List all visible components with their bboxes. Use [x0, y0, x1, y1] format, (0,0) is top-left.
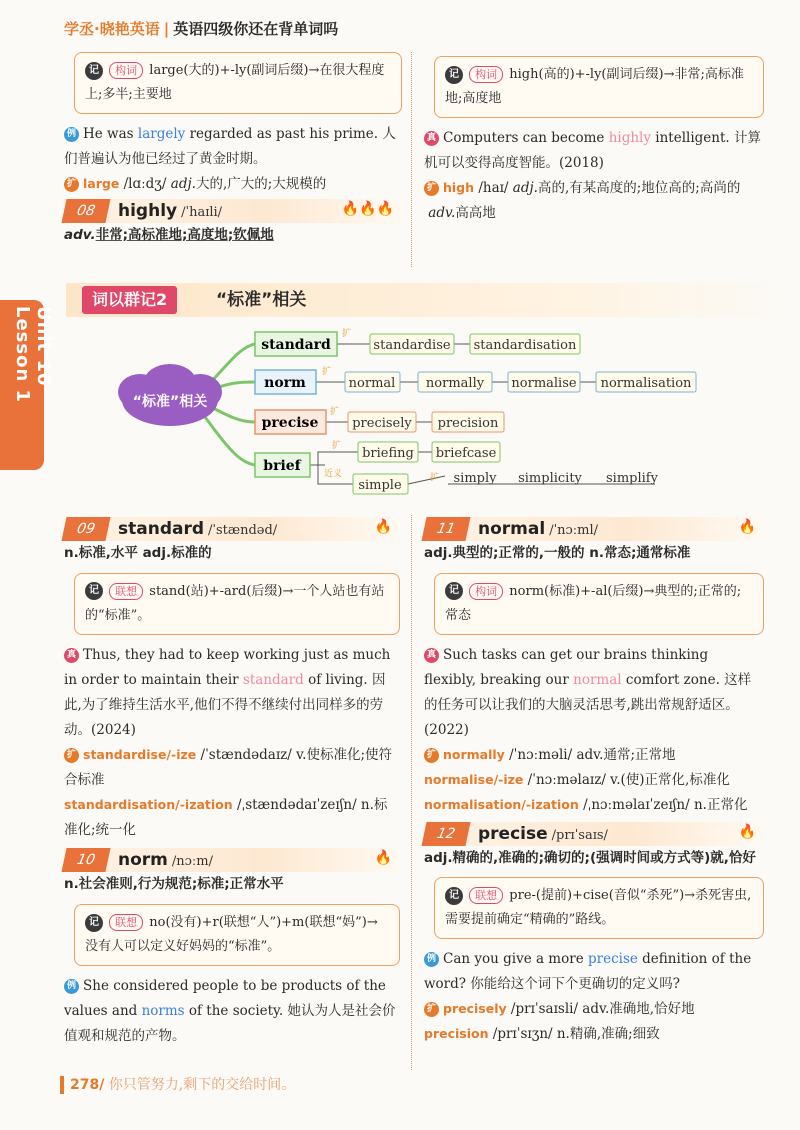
word-number: 11: [421, 517, 470, 541]
memo-tag: 构词: [109, 62, 143, 79]
exam-icon: 真: [64, 648, 79, 663]
example-keyword: precise: [587, 951, 638, 968]
memo-icon: 记: [85, 914, 103, 932]
bottom-left-column: [64, 517, 400, 1049]
word-number: 08: [61, 199, 110, 223]
book-title: 英语四级你还在背单词吗: [173, 20, 339, 38]
top-right-column: [424, 56, 764, 226]
extend-icon: 扩: [64, 177, 79, 192]
definition-normal: adj.典型的;正常的,一般的 n.常态;通常标准: [424, 545, 691, 561]
word-title: norm: [118, 850, 168, 871]
unit-lesson-label: Unit 10 Lesson 1: [12, 306, 54, 404]
memo-icon: 记: [85, 62, 103, 80]
word-header-precise: [424, 822, 764, 846]
extension-precisely: 扩 precisely /prɪˈsaɪsli/ adv.准确地,恰好地: [424, 997, 764, 1022]
exam-example-normal: 真 Such tasks can get our brains thinking flexibly, breaking our normal comfort zone. 这样的任务可以让我们的大脑灵活思考,跳出常规舒适区。(2022): [424, 646, 752, 738]
word-ipa: /ˈstændəd/: [208, 523, 278, 538]
memo-text: high(高的)+-ly(副词后缀)→非常;高标准地;高度地: [445, 67, 744, 107]
mind-map: [100, 322, 720, 502]
bottom-right-column: [424, 517, 764, 1047]
unit-side-tab: [0, 300, 54, 470]
extension-high: 扩 high /haɪ/ adj.高的,有某高度的;地位高的;高尚的 adv.高高地: [424, 176, 764, 226]
memo-tag: 联想: [109, 914, 143, 931]
node-simplify: simplify: [606, 471, 658, 486]
definition-standard: n.标准,水平 adj.标准的: [64, 545, 212, 561]
word-header-standard: [64, 517, 400, 541]
memo-text: stand(站)+-ard(后缀)→一个人站也有站的“标准”。: [85, 583, 385, 623]
column-divider-top: [411, 52, 412, 267]
node-standard: standard: [261, 337, 331, 353]
node-simplicity: simplicity: [518, 471, 582, 486]
exam-icon: 真: [424, 648, 439, 663]
word-title: precise: [478, 823, 548, 844]
extension-large: 扩 large /lɑːdʒ/ adj.大的,广大的;大规模的: [64, 172, 402, 197]
exam-example-standard: 真 Thus, they had to keep working just as much in order to maintain their standard of living. 因此,为了维持生活水平,他们不得不继续付出同样多的劳动。(2024): [64, 646, 391, 738]
definition-highly: adv.非常;高标准地;高度地;钦佩地: [64, 227, 274, 243]
node-normally: normally: [425, 376, 485, 391]
extend-icon: 扩: [424, 1002, 439, 1017]
memo-tag: 联想: [109, 583, 143, 600]
node-standardise: standardise: [373, 338, 451, 353]
extend-icon: 扩: [424, 181, 439, 196]
brand-name: 学丞·晓艳英语: [64, 20, 160, 38]
word-title: highly: [118, 201, 178, 221]
memo-icon: 记: [85, 582, 103, 600]
word-group-header: [66, 283, 786, 317]
node-simple: simple: [358, 478, 402, 493]
example-largely: 例 He was largely regarded as past his prime. 人们普遍认为他已经过了黄金时期。: [64, 126, 396, 168]
memo-text: large(大的)+-ly(副词后缀)→在很大程度上;多半;主要地: [85, 63, 385, 103]
example-precise: 例 Can you give a more precise definition of the word? 你能给这个词下个更确切的定义吗?: [424, 951, 752, 993]
word-title: normal: [478, 519, 546, 539]
difficulty-flame-icon: 🔥: [374, 850, 392, 867]
page-slash: /: [99, 1077, 105, 1093]
memo-tag: 构词: [469, 66, 503, 83]
center-cloud: [118, 364, 222, 426]
example-keyword: normal: [573, 671, 622, 688]
memo-box-precise: [434, 877, 764, 939]
memo-box-highly: [434, 56, 764, 118]
extend-icon: 扩: [64, 748, 79, 763]
footer-accent-bar: [60, 1076, 64, 1094]
node-precisely: precisely: [352, 416, 412, 431]
extension-normally: 扩 normally /ˈnɔːməli/ adv.通常;正常地: [424, 743, 764, 768]
word-ipa: /nɔːm/: [171, 854, 214, 870]
svg-text:扩: 扩: [330, 407, 340, 417]
node-normalisation: normalisation: [600, 376, 692, 391]
word-group-badge: 词以群记2: [82, 286, 177, 314]
memo-text: no(没有)+r(联想“人”)+m(联想“妈”)→没有人可以定义好妈妈的“标准”。: [85, 915, 378, 955]
example-keyword: norms: [141, 1003, 185, 1020]
page-header: [64, 18, 338, 39]
node-standardisation: standardisation: [473, 338, 577, 353]
footer-slogan: 你只管努力,剩下的交给时间。: [108, 1077, 296, 1093]
mind-map-svg: [100, 322, 720, 502]
page-footer: [60, 1074, 295, 1094]
definition-norm: n.社会准则,行为规范;标准;正常水平: [64, 876, 284, 893]
node-normal: normal: [348, 376, 396, 391]
extension-precision: precision /prɪˈsɪʒn/ n.精确,准确;细致: [424, 1026, 660, 1043]
branch-line-brief: [200, 410, 255, 465]
example-icon: 例: [424, 952, 439, 967]
extension-standardisation: standardisation/-ization /ˌstændədaɪˈzeɪʃn/ n.标准化;统一化: [64, 796, 388, 838]
extension-normalisation: normalisation/-ization /ˌnɔːməlaɪˈzeɪʃn/ n.正常化: [424, 796, 748, 813]
ext-label: 扩: [342, 329, 352, 339]
node-brief: brief: [263, 458, 301, 474]
exam-example-highly: 真 Computers can become highly intelligent. 计算机可以变得高度智能。(2018): [424, 130, 761, 172]
memo-text: norm(标准)+-al(后缀)→典型的;正常的;常态: [445, 583, 742, 623]
svg-text:扩: 扩: [430, 473, 440, 483]
difficulty-flame-icon: 🔥🔥🔥: [341, 201, 394, 217]
page-number: 278: [70, 1077, 100, 1093]
example-icon: 例: [64, 979, 79, 994]
column-divider-bottom: [411, 515, 412, 1070]
node-precision: precision: [437, 416, 499, 431]
memo-icon: 记: [445, 66, 463, 84]
example-keyword: standard: [242, 671, 304, 688]
node-precise: precise: [261, 415, 319, 431]
memo-box-standard: [74, 573, 400, 635]
difficulty-flame-icon: 🔥: [738, 823, 756, 840]
memo-icon: 记: [445, 887, 463, 905]
extension-standardise: 扩 standardise/-ize /ˈstændədaɪz/ v.使标准化;使符合标准: [64, 746, 392, 788]
word-header-normal: [424, 517, 764, 541]
word-title: standard: [118, 519, 205, 539]
node-briefing: briefing: [362, 446, 414, 461]
word-header-norm: [64, 848, 400, 872]
word-ipa: /prɪˈsaɪs/: [551, 827, 608, 843]
example-norm: 例 She considered people to be products of the values and norms of the society. 她认为人是社会价值观和规范的产物。: [64, 978, 396, 1045]
word-group-title: “标准”相关: [216, 290, 307, 310]
exam-icon: 真: [424, 131, 439, 146]
difficulty-flame-icon: 🔥: [374, 519, 392, 535]
memo-box-largely: [74, 52, 402, 114]
example-keyword: highly: [608, 130, 651, 147]
memo-icon: 记: [445, 582, 463, 600]
difficulty-flame-icon: 🔥: [738, 519, 756, 535]
node-simply: simply: [453, 471, 497, 486]
word-ipa: /ˈnɔːml/: [549, 523, 599, 538]
memo-box-norm: [74, 904, 400, 966]
word-number: 12: [421, 822, 470, 846]
word-header-highly: [64, 199, 402, 223]
near-label: 近义: [324, 469, 343, 479]
center-label: “标准”相关: [132, 394, 208, 410]
extend-icon: 扩: [424, 748, 439, 763]
definition-precise: adj.精确的,准确的;确切的;(强调时间或方式等)就,恰好: [424, 849, 756, 866]
node-norm: norm: [264, 375, 306, 391]
memo-tag: 联想: [469, 887, 503, 904]
extension-normalise: normalise/-ize /ˈnɔːməlaɪz/ v.(使)正常化,标准化: [424, 771, 730, 788]
word-number: 10: [61, 848, 110, 872]
svg-text:扩: 扩: [322, 367, 332, 377]
node-normalise: normalise: [511, 376, 577, 391]
top-left-column: [64, 52, 402, 249]
memo-tag: 构词: [469, 583, 503, 600]
memo-text: pre-(提前)+cise(音似“杀死”)→杀死害虫,需要提前确定“精确的”路线。: [445, 888, 752, 928]
example-icon: 例: [64, 127, 79, 142]
header-separator: |: [163, 20, 170, 38]
example-keyword: largely: [137, 126, 186, 143]
svg-text:扩: 扩: [332, 441, 342, 451]
word-ipa: /ˈhaɪli/: [181, 205, 223, 220]
memo-box-normal: [434, 573, 764, 635]
word-number: 09: [61, 517, 110, 541]
node-briefcase: briefcase: [435, 446, 497, 461]
